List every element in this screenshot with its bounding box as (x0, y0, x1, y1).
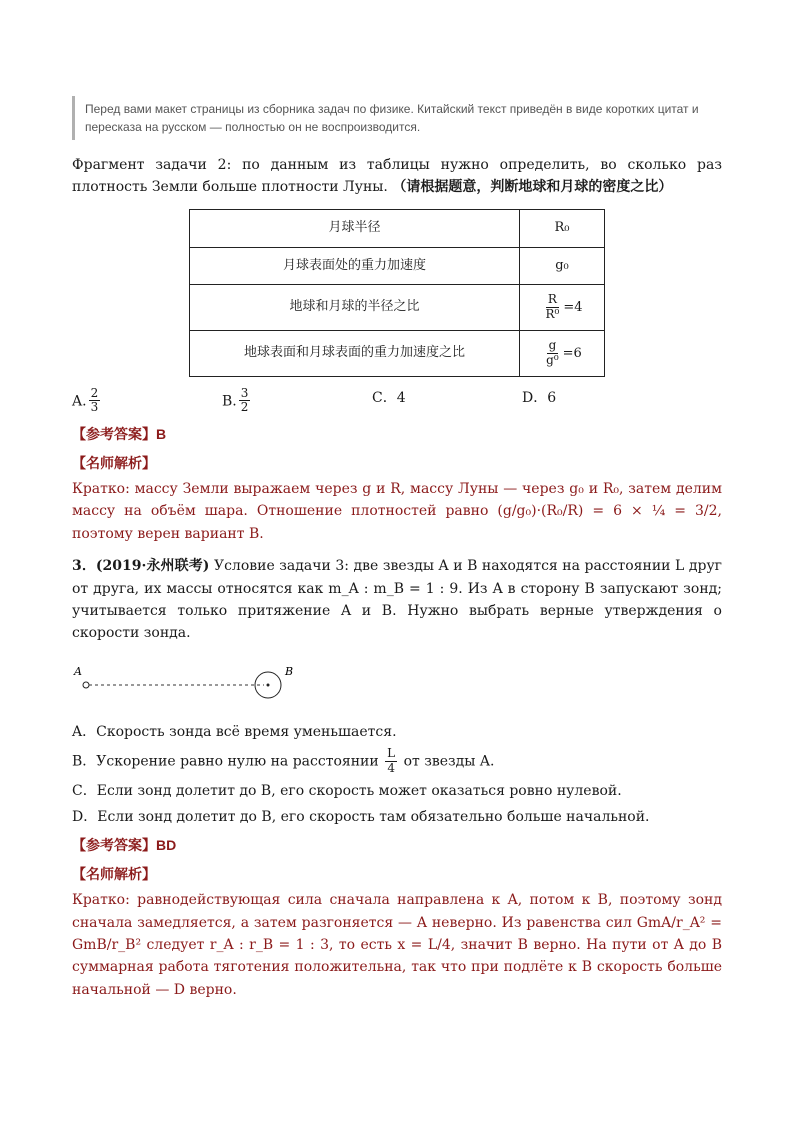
option-b[interactable] (222, 387, 372, 416)
fraction (239, 387, 251, 416)
question-2-summary (72, 154, 722, 199)
table-cell-value: g₀ (520, 247, 605, 285)
table-cell-label: 月球半径 (190, 209, 520, 247)
analysis-summary: Кратко: массу Земли выражаем через g и R, массу Луны — через g₀ и R₀, затем делим массу на объём шара. Отношение плотностей равно (g/g₀)·(R₀/R) = 6 × ¼ = 3/2, поэтому верен вариант B. (72, 480, 722, 542)
choice-letter: C． (72, 782, 97, 799)
choice-letter: B． (72, 753, 97, 770)
fraction (544, 339, 561, 368)
table-row (190, 285, 605, 331)
question-3-stem (72, 555, 722, 645)
fraction-denominator: R⁰ (545, 307, 560, 322)
star-b-label: B (285, 664, 294, 678)
star-a-marker (83, 682, 89, 688)
fraction-numerator: L (387, 746, 396, 761)
question-3-quote: 3．(2019·永州联考) (72, 558, 210, 575)
choice-b[interactable] (72, 747, 722, 776)
table-cell-label: 地球表面和月球表面的重力加速度之比 (190, 330, 520, 376)
analysis-tag: 【名师解析】 (72, 865, 156, 882)
table-cell-value (520, 330, 605, 376)
answer-tag: 【参考答案】B (72, 426, 167, 443)
two-star-figure (72, 655, 722, 711)
question-2-quote: （请根据题意，判断地球和月球的密度之比） (392, 179, 673, 196)
option-text: 6 (547, 389, 557, 406)
question-3-choices (72, 721, 722, 829)
choice-letter: A． (72, 723, 97, 740)
table-cell-value: R₀ (520, 209, 605, 247)
question-3-summary: Условие задачи 3: две звезды A и B находятся на расстоянии L друг от друга, их массы относятся как m_A : m_B = 1 : 9. Из A в сторону B запускают зонд; учитывается только притяжение A и B. Нужно выбрать верные утверждения о скорости зонда. (72, 558, 723, 642)
fraction-rhs: =4 (563, 300, 583, 316)
question-2-summary-text: Фрагмент задачи 2: по данным из таблицы нужно определить, во сколько раз плотность Земли больше плотности Луны. (72, 157, 722, 196)
data-table (189, 209, 605, 377)
table-cell-value (520, 285, 605, 331)
fraction-numerator: 3 (240, 385, 249, 400)
choice-a[interactable] (72, 721, 722, 743)
fraction-numerator: g (548, 337, 557, 352)
option-letter: C． (372, 389, 397, 406)
analysis-tag: 【名师解析】 (72, 454, 156, 471)
option-letter: A. (72, 392, 87, 409)
option-c[interactable] (372, 387, 522, 416)
table-row (190, 209, 605, 247)
table-row (190, 247, 605, 285)
option-text: 4 (396, 389, 406, 406)
answer-options (72, 387, 722, 416)
table-row (190, 330, 605, 376)
fraction-denominator: 4 (387, 760, 395, 775)
fraction (385, 747, 397, 776)
answer-tag: 【参考答案】BD (72, 837, 177, 854)
option-letter: B. (222, 392, 237, 409)
fraction-denominator: 2 (240, 400, 249, 415)
two-star-diagram (72, 655, 312, 711)
option-d[interactable] (522, 387, 672, 416)
choice-summary: Если зонд долетит до B, его скорость может оказаться ровно нулевой. (96, 782, 622, 799)
choice-summary-pre: Ускорение равно нулю на расстоянии (96, 753, 379, 770)
fraction-rhs: =6 (562, 345, 582, 361)
table-cell-label: 月球表面处的重力加速度 (190, 247, 520, 285)
choice-summary: Скорость зонда всё время уменьшается. (96, 723, 397, 740)
fraction-numerator: 2 (90, 385, 99, 400)
choice-summary-post: от звезды A. (403, 753, 495, 770)
star-b-center (267, 683, 270, 686)
choice-summary: Если зонд долетит до B, его скорость там обязательно больше начальной. (97, 809, 650, 826)
fraction (89, 387, 101, 416)
choice-c[interactable] (72, 780, 722, 802)
fraction-denominator: 3 (90, 400, 99, 415)
option-a[interactable] (72, 387, 222, 416)
choice-letter: D． (72, 809, 98, 826)
fraction (543, 293, 561, 322)
choice-d[interactable] (72, 806, 722, 828)
star-a-label: A (74, 664, 82, 678)
summary-notice: Перед вами макет страницы из сборника задач по физике. Китайский текст приведён в виде коротких цитат и пересказа на русском — полностью он не воспроизводится. (72, 96, 722, 140)
fraction-numerator: R (547, 292, 557, 307)
fraction-denominator: g⁰ (546, 352, 559, 367)
table-cell-label: 地球和月球的半径之比 (190, 285, 520, 331)
option-letter: D． (522, 389, 548, 406)
analysis-summary: Кратко: равнодействующая сила сначала направлена к A, потом к B, поэтому зонд сначала замедляется, а затем разгоняется — A неверно. Из равенства сил GmA/r_A² = GmB/r_B² следует r_A : r_B = 1 : 3, то есть x = L/4, значит B верно. На пути от A до B суммарная работа тяготения положительна, так что при подлёте к B скорость больше начальной — D верно. (72, 892, 722, 998)
